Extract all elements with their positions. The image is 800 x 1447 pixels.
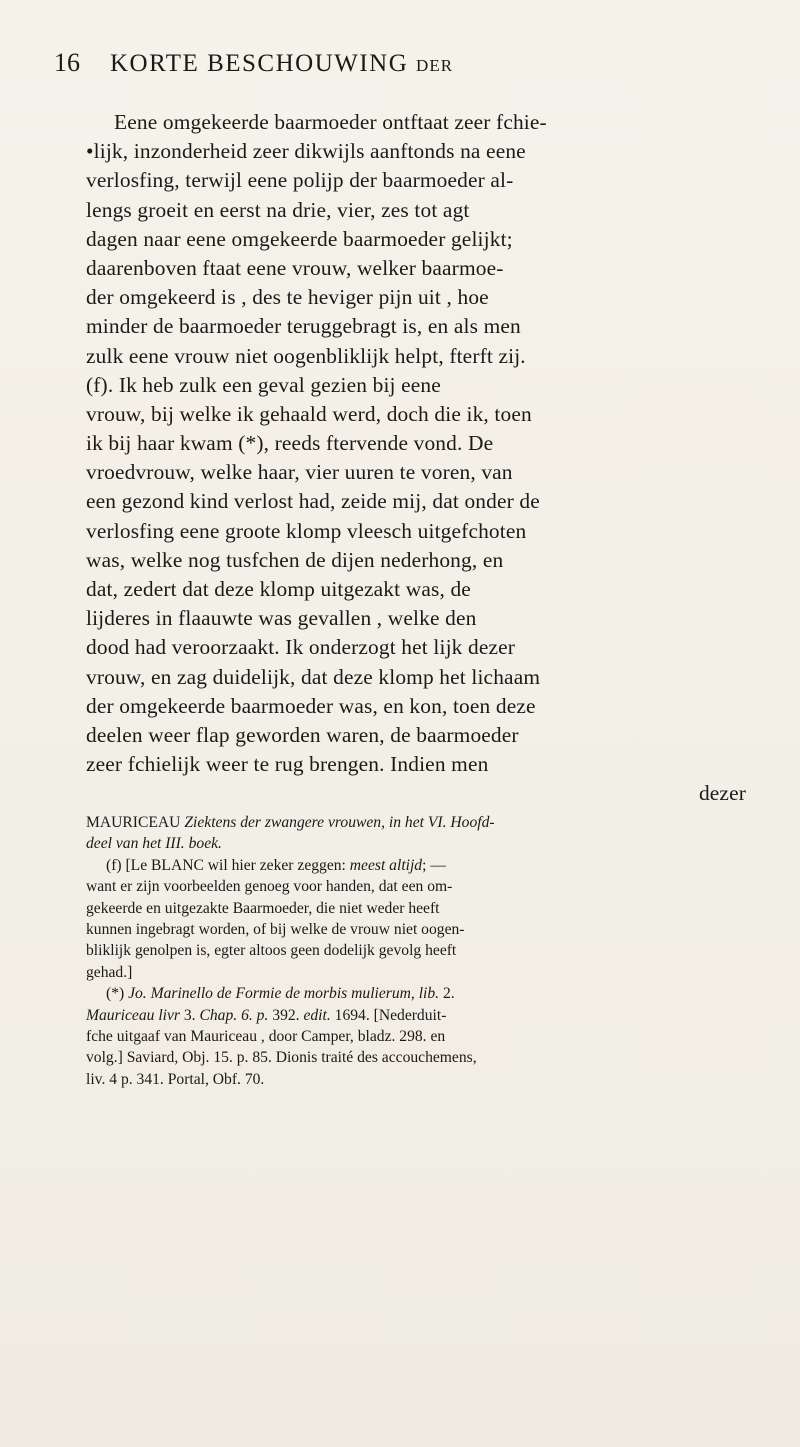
running-head-title-suffix: DER <box>416 56 454 75</box>
footnote-line: volg.] Saviard, Obj. 15. p. 85. Dionis traité des accouchemens, <box>86 1049 477 1067</box>
footnote-marker: (f) [Le <box>106 856 152 874</box>
body-line: verlosfing eene groote klomp vleesch uitgefchoten <box>86 518 527 543</box>
body-line: (f). Ik heb zulk een geval gezien bij eene <box>86 372 441 397</box>
body-line: deelen weer flap geworden waren, de baarmoeder <box>86 722 519 747</box>
body-line: vroedvrouw, welke haar, vier uuren te voren, van <box>86 460 513 485</box>
body-line: een gezond kind verlost had, zeide mij, dat onder de <box>86 489 540 514</box>
catchword: dezer <box>698 781 746 806</box>
footnote-citation: Mauriceau livr <box>86 1006 180 1024</box>
body-line: Eene omgekeerde baarmoeder ontftaat zeer fchie- <box>114 110 547 134</box>
running-head-title-text: KORTE BESCHOUWING <box>110 50 409 77</box>
footnote-line <box>86 983 736 1004</box>
body-line: minder de baarmoeder teruggebragt is, en als men <box>86 314 521 339</box>
body-line: dagen naar eene omgekeerde baarmoeder gelijkt; <box>86 226 513 251</box>
footnotes <box>86 812 736 1090</box>
running-head-title <box>110 50 453 78</box>
footnote-author: BLANC <box>151 856 204 874</box>
body-line: der omgekeerde baarmoeder was, en kon, toen deze <box>86 693 536 718</box>
body-line: lijderes in flaauwte was gevallen , welke den <box>86 606 477 631</box>
footnote-marker: (*) <box>106 985 129 1003</box>
footnote-emphasis: meest altijd <box>349 856 423 874</box>
footnote-text: ; — <box>422 856 446 874</box>
footnote-line: gehad.] <box>86 963 133 981</box>
footnote-text: 3. <box>179 1006 200 1024</box>
footnote-line: fche uitgaaf van Mauriceau , door Camper, bladz. 298. en <box>86 1027 446 1045</box>
body-line: was, welke nog tusfchen de dijen nederhong, en <box>86 547 504 572</box>
body-line: dood had veroorzaakt. Ik onderzogt het lijk dezer <box>86 635 516 660</box>
footnote-text: wil hier zeker zeggen: <box>203 856 350 874</box>
body-line: verlosfing, terwijl eene polijp der baarmoeder al- <box>86 168 514 193</box>
footnote-line: want er zijn voorbeelden genoeg voor handen, dat een om- <box>86 878 453 896</box>
footnote-author: MAURICEAU <box>86 814 181 831</box>
footnote-line: gekeerde en uitgezakte Baarmoeder, die niet weder heeft <box>86 899 440 917</box>
body-line: dat, zedert dat deze klomp uitgezakt was, de <box>86 577 471 601</box>
body-line: zulk eene vrouw niet oogenbliklijk helpt, fterft zij. <box>86 343 526 368</box>
footnote-citation: Jo. Marinello de Formie de morbis mulierum, lib. <box>128 985 440 1003</box>
body-line: zeer fchielijk weer te rug brengen. Indien men <box>86 752 489 777</box>
footnote-line: bliklijk genolpen is, egter altoos geen dodelijk gevolg heeft <box>86 942 457 960</box>
footnote-text: 2. <box>439 985 455 1003</box>
body-line: vrouw, bij welke ik gehaald werd, doch die ik, toen <box>86 401 532 426</box>
body-line: •lijk, inzonderheid zeer dikwijls aanftonds na eene <box>86 139 526 164</box>
footnote-text: 392. <box>268 1006 304 1024</box>
footnote-citation: Chap. 6. p. <box>199 1006 269 1024</box>
body-line: daarenboven ftaat eene vrouw, welker baarmoe- <box>86 255 504 280</box>
footnote-line: liv. 4 p. 341. Portal, Obf. 70. <box>86 1070 265 1088</box>
footnote-line <box>86 855 736 876</box>
footnote-line <box>86 833 736 854</box>
body-text <box>86 108 746 809</box>
footnote-citation: Ziektens der zwangere vrouwen, in het VI. Hoofd- <box>184 814 495 831</box>
footnote-line <box>86 812 736 833</box>
body-line: ik bij haar kwam (*), reeds ftervende vond. De <box>86 431 494 456</box>
body-line: lengs groeit en eerst na drie, vier, zes tot agt <box>86 197 470 222</box>
body-line: vrouw, en zag duidelijk, dat deze klomp het lichaam <box>86 664 541 689</box>
footnote-line <box>86 1005 736 1026</box>
footnote-text: 1694. [Nederduit- <box>330 1006 447 1024</box>
page-number: 16 <box>54 48 80 77</box>
footnote-citation: edit. <box>303 1006 331 1024</box>
footnote-citation: deel van het III. boek. <box>86 835 222 853</box>
footnote-line: kunnen ingebragt worden, of bij welke de vrouw niet oogen- <box>86 920 465 938</box>
running-head <box>54 48 484 78</box>
body-line: der omgekeerd is , des te heviger pijn uit , hoe <box>86 285 489 310</box>
